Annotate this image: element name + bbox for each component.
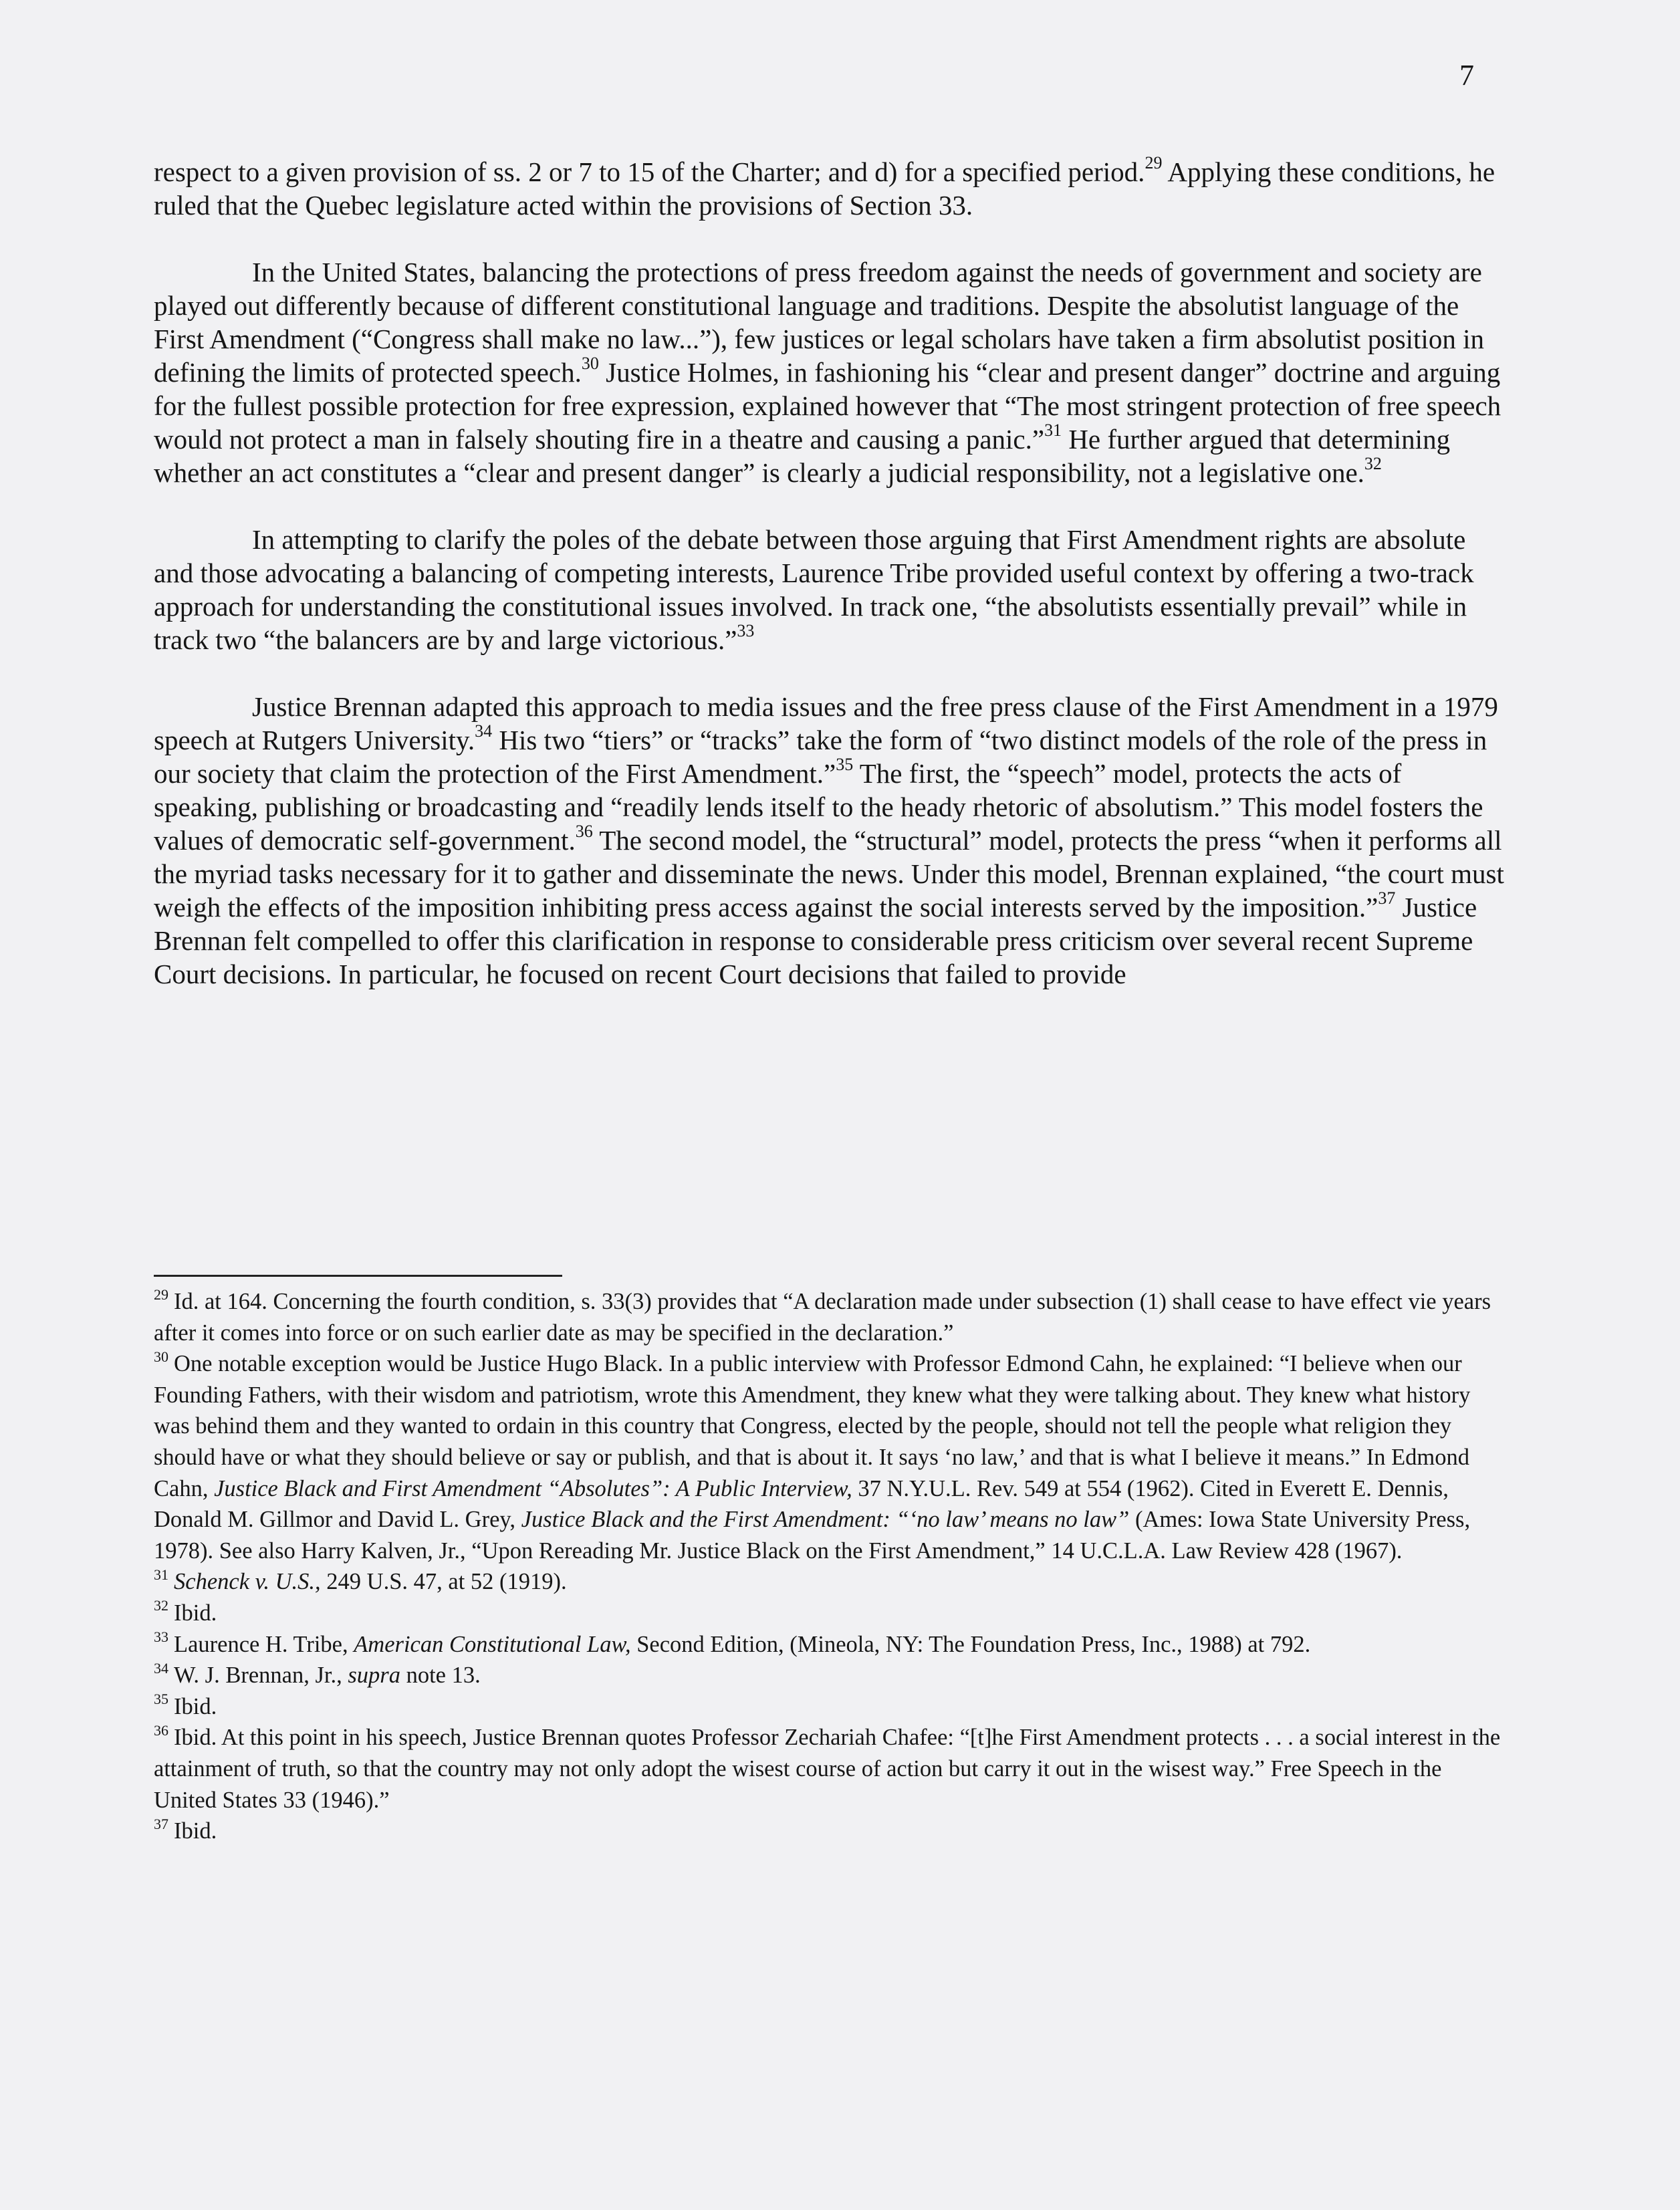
footnotes	[154, 1286, 1504, 1847]
footnote-number: 35	[154, 1691, 168, 1708]
footnote-number: 34	[154, 1659, 168, 1677]
body-text	[154, 155, 1511, 1024]
text-run: In the United States, balancing the protections of press freedom against the needs of government and society are played out differently because of different constitutional language and traditions. Despite the absolutist language of the First Amendment (“Congress shall make no law...”), few justices or legal scholars have taken a firm absolutist position in defining the limits of protected speech.	[154, 257, 1484, 388]
footnote-number: 37	[154, 1815, 168, 1832]
text-run: He further argued that determining whether an act constitutes a “clear and present danger” is clearly a judicial responsibility, not a legislative one.	[154, 424, 1451, 488]
footnote-number: 29	[154, 1285, 168, 1303]
footnote	[154, 1566, 1504, 1598]
footnote	[154, 1348, 1504, 1566]
text-run: respect to a given provision of ss. 2 or 7 to 15 of the Charter; and d) for a specified period.	[154, 156, 1145, 187]
footnote-number: 32	[154, 1597, 168, 1614]
text-run: The first, the “speech” model, protects the acts of speaking, publishing or broadcasting and “readily lends itself to the heady rhetoric of absolutism.” This model fosters the values of democratic self-government.	[154, 758, 1483, 856]
text-run: Justice Brennan adapted this approach to media issues and the free press clause of the First Amendment in a 1979 speech at Rutgers University.	[154, 691, 1498, 755]
text-run: Ibid.	[174, 1693, 217, 1719]
text-run: 249 U.S. 47, at 52 (1919).	[320, 1569, 567, 1595]
footnote-number: 36	[154, 1721, 168, 1739]
text-run: 37 N.Y.U.L. Rev. 549 at 554 (1962). Cited in Everett E. Dennis, Donald M. Gillmor and David L. Grey,	[154, 1475, 1449, 1533]
footnote	[154, 1286, 1504, 1348]
italic-text: supra	[348, 1663, 400, 1689]
page-number: 7	[1459, 59, 1474, 92]
text-run: In attempting to clarify the poles of the debate between those arguing that First Amendment rights are absolute and those advocating a balancing of competing interests, Laurence Tribe provided useful context by offering a two-track approach for understanding the constitutional issues involved. In track one, “the absolutists essentially prevail” while in track two “the balancers are by and large victorious.”	[154, 524, 1474, 655]
body-paragraph	[154, 155, 1511, 222]
footnote-reference: 36	[575, 822, 593, 842]
italic-text: Schenck v. U.S.,	[174, 1569, 321, 1595]
footnote-number: 33	[154, 1628, 168, 1646]
footnote-reference: 35	[836, 755, 854, 775]
text-run: W. J. Brennan, Jr.,	[174, 1663, 348, 1689]
footnote	[154, 1722, 1504, 1816]
footnote-number: 31	[154, 1566, 168, 1583]
text-run: Justice Holmes, in fashioning his “clear and present danger” doctrine and arguing for the fullest possible protection for free expression, explained however that “The most stringent protection of free speech would not protect a man in falsely shouting fire in a theatre and causing a panic.”	[154, 357, 1502, 455]
footnote-reference: 31	[1044, 420, 1062, 441]
text-run: Ibid. At this point in his speech, Justice Brennan quotes Professor Zechariah Chafee: “[t]he First Amendment protects . . . a social interest in the attainment of truth, so that the country may not only adopt the wisest course of action but carry it out in the wisest way.” Free Speech in the United States 33 (1946).”	[154, 1725, 1501, 1813]
footnote	[154, 1816, 1504, 1847]
text-run: (Ames: Iowa State University Press, 1978). See also Harry Kalven, Jr., “Upon Rereading Mr. Justice Black on the First Amendment,” 14 U.C.L.A. Law Review 428 (1967).	[154, 1507, 1471, 1564]
italic-text: Justice Black and the First Amendment: “‘no law’ means no law”	[521, 1507, 1130, 1533]
text-run: Id. at 164. Concerning the fourth condition, s. 33(3) provides that “A declaration made under subsection (1) shall cease to have effect vie years after it comes into force or on such earlier date as may be specified in the declaration.”	[154, 1289, 1491, 1346]
italic-text: Justice Black and First Amendment “Absolutes”: A Public Interview,	[214, 1475, 852, 1501]
footnote	[154, 1629, 1504, 1661]
footnote	[154, 1598, 1504, 1629]
text-run: Ibid.	[174, 1600, 217, 1626]
footnote	[154, 1691, 1504, 1723]
text-run: The second model, the “structural” model, protects the press “when it performs all the myriad tasks necessary for it to gather and disseminate the news. Under this model, Brennan explained, “the court must weigh the effects of the imposition inhibiting press access against the social interests served by the imposition.”	[154, 825, 1504, 923]
italic-text: American Constitutional Law,	[354, 1631, 631, 1657]
text-run: note 13.	[400, 1663, 481, 1689]
text-run: His two “tiers” or “tracks” take the form of “two distinct models of the role of the press in our society that claim the protection of the First Amendment.”	[154, 725, 1487, 789]
text-run: Justice Brennan felt compelled to offer this clarification in response to considerable press criticism over several recent Supreme Court decisions. In particular, he focused on recent Court decisions that failed to provide	[154, 892, 1477, 989]
footnote-number: 30	[154, 1348, 168, 1365]
footnote-reference: 32	[1364, 454, 1382, 474]
footnote-reference: 34	[475, 721, 493, 741]
footnote-separator	[154, 1275, 562, 1277]
footnote	[154, 1660, 1504, 1691]
footnote-reference: 30	[581, 354, 599, 374]
body-paragraph	[154, 523, 1511, 656]
text-run: Second Edition, (Mineola, NY: The Foundation Press, Inc., 1988) at 792.	[630, 1631, 1311, 1657]
body-paragraph	[154, 255, 1511, 489]
footnote-reference: 29	[1145, 153, 1163, 173]
text-run: Ibid.	[174, 1818, 217, 1844]
text-run: Laurence H. Tribe,	[174, 1631, 354, 1657]
footnote-reference: 37	[1378, 888, 1396, 908]
footnote-reference: 33	[737, 621, 755, 641]
body-paragraph	[154, 690, 1511, 991]
text-run: One notable exception would be Justice Hugo Black. In a public interview with Professor Edmond Cahn, he explained: “I believe when our Founding Fathers, with their wisdom and patriotism, wrote this Amendment, they knew what they were talking about. They knew what history was behind them and they wanted to ordain in this country that Congress, elected by the people, should not tell the people what religion they should have or what they should believe or say or publish, and that is about it. It says ‘no law,’ and that is what I believe it means.” In Edmond Cahn,	[154, 1351, 1471, 1501]
text-run: Applying these conditions, he ruled that the Quebec legislature acted within the provisions of Section 33.	[154, 156, 1495, 221]
